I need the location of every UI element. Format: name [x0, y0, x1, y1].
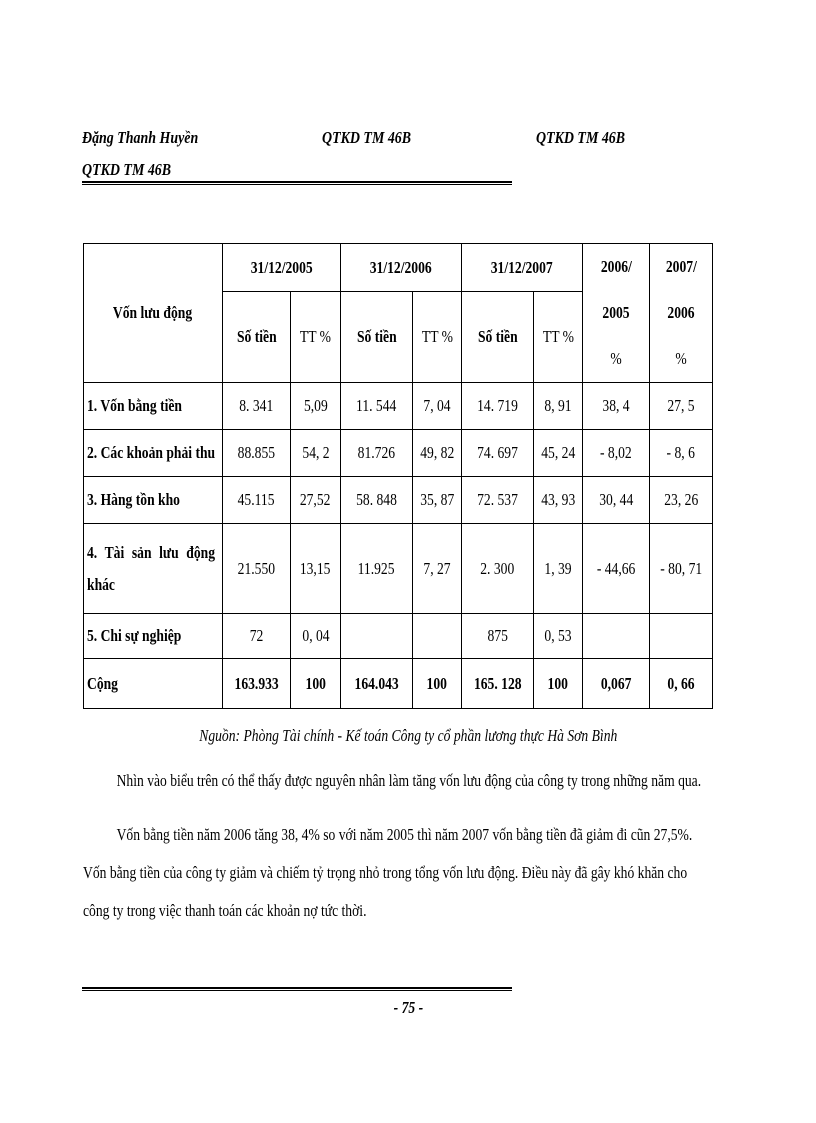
change-2007: 23, 26: [650, 477, 713, 524]
total-amount-2005: 163.933: [223, 659, 291, 709]
source-note: Nguồn: Phòng Tài chính - Kế toán Công ty cổ phần lương thực Hà Sơn Bình: [198, 726, 618, 745]
row-label: 3. Hàng tồn kho: [84, 477, 223, 524]
author-name: Đặng Thanh Huyền: [82, 128, 199, 147]
change-2007: 27, 5: [650, 383, 713, 430]
share-2007: 1, 39: [534, 524, 583, 614]
amount-2006: 81.726: [341, 430, 413, 477]
change-2007: - 8, 6: [650, 430, 713, 477]
share-2005-header: TT %: [291, 292, 341, 383]
course-code-right: QTKD TM 46B: [536, 128, 626, 147]
total-share-2006: 100: [413, 659, 462, 709]
table-row: [84, 524, 713, 614]
total-share-2007: 100: [534, 659, 583, 709]
change-2006-header: 2006/ 2005 %: [583, 244, 650, 383]
row-header: Vốn lưu động: [84, 244, 223, 383]
share-2007: 43, 93: [534, 477, 583, 524]
share-2006: [413, 614, 462, 659]
year-2005-header: 31/12/2005: [223, 244, 341, 292]
total-label: Cộng: [84, 659, 223, 709]
amount-2006: 11.925: [341, 524, 413, 614]
share-2005: 0, 04: [291, 614, 341, 659]
change-2006: - 8,02: [583, 430, 650, 477]
amount-2005: 72: [223, 614, 291, 659]
share-2006: 7, 04: [413, 383, 462, 430]
change-2006: 30, 44: [583, 477, 650, 524]
table-row: [84, 614, 713, 659]
row-label: 4. Tài sản lưu động khác: [84, 524, 223, 614]
change-2006: 38, 4: [583, 383, 650, 430]
change-2007: - 80, 71: [650, 524, 713, 614]
share-2005: 13,15: [291, 524, 341, 614]
total-change-2007: 0, 66: [650, 659, 713, 709]
amount-2007: 72. 537: [462, 477, 534, 524]
amount-2007: 875: [462, 614, 534, 659]
amount-2007: 74. 697: [462, 430, 534, 477]
amount-2007: 2. 300: [462, 524, 534, 614]
amount-2006-header: Số tiền: [341, 292, 413, 383]
share-2007: 0, 53: [534, 614, 583, 659]
change-2007-header: 2007/ 2006 %: [650, 244, 713, 383]
row-label: 2. Các khoản phải thu: [84, 430, 223, 477]
amount-2006: [341, 614, 413, 659]
amount-2007-header: Số tiền: [462, 292, 534, 383]
table-header-row-1: [84, 244, 713, 292]
amount-2006: 58. 848: [341, 477, 413, 524]
share-2006: 49, 82: [413, 430, 462, 477]
table-row: [84, 430, 713, 477]
table-row: [84, 477, 713, 524]
total-row: [84, 659, 713, 709]
page-number: - 75 -: [393, 998, 423, 1017]
share-2007: 45, 24: [534, 430, 583, 477]
share-2005: 27,52: [291, 477, 341, 524]
paragraph-2: Vốn bằng tiền năm 2006 tăng 38, 4% so với năm 2005 thì năm 2007 vốn bằng tiền đã giảm đi cũn 27,5%. Vốn bằng tiền của công ty giảm và chiếm tỷ trọng nhỏ trong tổng vốn lưu động. Điều này đã gây khó khăn cho công ty trong việc thanh toán các khoản nợ tức thời.: [83, 825, 693, 920]
amount-2007: 14. 719: [462, 383, 534, 430]
total-share-2005: 100: [291, 659, 341, 709]
amount-2005: 8. 341: [223, 383, 291, 430]
amount-2005: 21.550: [223, 524, 291, 614]
share-2006: 7, 27: [413, 524, 462, 614]
year-2007-header: 31/12/2007: [462, 244, 583, 292]
change-2006: [583, 614, 650, 659]
row-label: 5. Chi sự nghiệp: [84, 614, 223, 659]
change-2007: [650, 614, 713, 659]
row-label: 1. Vốn bằng tiền: [84, 383, 223, 430]
amount-2005: 88.855: [223, 430, 291, 477]
year-2006-header: 31/12/2006: [341, 244, 462, 292]
course-code-mid: QTKD TM 46B: [322, 128, 412, 147]
share-2005: 54, 2: [291, 430, 341, 477]
amount-2005: 45.115: [223, 477, 291, 524]
change-2006: - 44,66: [583, 524, 650, 614]
course-code-left: QTKD TM 46B: [82, 160, 172, 179]
amount-2005-header: Số tiền: [223, 292, 291, 383]
share-2007: 8, 91: [534, 383, 583, 430]
working-capital-table: [83, 243, 713, 709]
share-2007-header: TT %: [534, 292, 583, 383]
share-2006: 35, 87: [413, 477, 462, 524]
footer-rule: [82, 987, 512, 991]
total-change-2006: 0,067: [583, 659, 650, 709]
total-amount-2006: 164.043: [341, 659, 413, 709]
share-2006-header: TT %: [413, 292, 462, 383]
amount-2006: 11. 544: [341, 383, 413, 430]
total-amount-2007: 165. 128: [462, 659, 534, 709]
paragraph-1: Nhìn vào biểu trên có thể thấy được nguyên nhân làm tăng vốn lưu động của công ty trong những năm qua.: [116, 771, 702, 790]
table-row: [84, 383, 713, 430]
share-2005: 5,09: [291, 383, 341, 430]
header-rule: [82, 181, 512, 185]
